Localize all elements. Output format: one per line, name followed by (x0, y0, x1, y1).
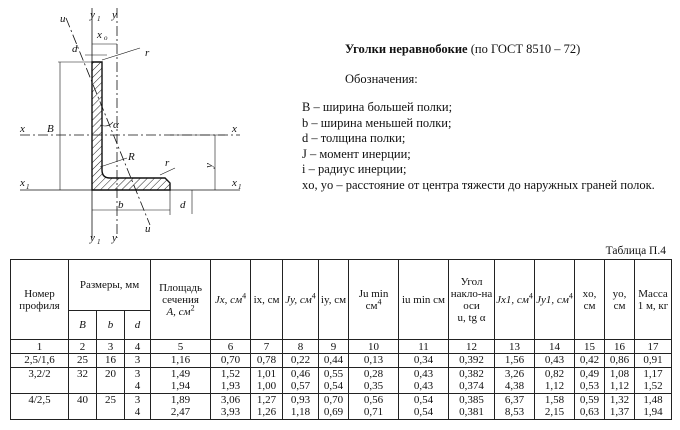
cell-profile (11, 406, 69, 419)
header-y0: yo, см (605, 260, 635, 340)
cell-Jy: 0,22 (283, 354, 319, 368)
label-y1-top: y (90, 9, 95, 21)
cell-Jy: 0,46 (283, 367, 319, 380)
table-row (11, 367, 672, 380)
cell-x0: 0,59 (575, 393, 605, 406)
cell-x0: 0,42 (575, 354, 605, 368)
table-row (11, 380, 672, 393)
cell-Jy: 0,57 (283, 380, 319, 393)
cell-iy: 0,70 (319, 393, 349, 406)
cell-Jx1: 1,56 (495, 354, 535, 368)
label-y-bottom: y (112, 232, 117, 244)
label-r-top: r (145, 47, 150, 59)
label-x0: x (97, 29, 102, 41)
cell-Jy1: 0,43 (535, 354, 575, 368)
cell-d: 4 (125, 380, 151, 393)
legend-title: Обозначения: (345, 72, 418, 86)
cell-iu: 0,43 (399, 367, 449, 380)
header-x0: xo, см (575, 260, 605, 340)
cell-y0: 1,12 (605, 380, 635, 393)
cell-A: 1,49 (151, 367, 211, 380)
cell-m: 1,48 (635, 393, 672, 406)
cell-m: 1,52 (635, 380, 672, 393)
column-number: 2 (69, 340, 97, 354)
cell-m: 1,17 (635, 367, 672, 380)
header-d: d (125, 311, 151, 340)
label-x-left: x (20, 123, 25, 135)
cell-iu: 0,54 (399, 393, 449, 406)
label-r-bottom: r (165, 157, 170, 169)
cell-iy: 0,44 (319, 354, 349, 368)
header-Jx1: Jx1, $см^4$ (495, 260, 535, 340)
cell-b (97, 406, 125, 419)
column-number: 16 (605, 340, 635, 354)
legend-item: B – ширина большей полки; (302, 100, 453, 114)
label-y-top: y (112, 9, 117, 21)
cell-b (97, 380, 125, 393)
cell-m: 0,91 (635, 354, 672, 368)
column-number: 9 (319, 340, 349, 354)
cell-ix: 0,78 (251, 354, 283, 368)
label-u-top: u (60, 13, 66, 25)
cell-A: 1,16 (151, 354, 211, 368)
cell-B: 40 (69, 393, 97, 406)
cell-A: 1,94 (151, 380, 211, 393)
column-number: 15 (575, 340, 605, 354)
angle-profile-diagram (0, 0, 290, 245)
cell-Jy1: 1,58 (535, 393, 575, 406)
cell-Ju: 0,13 (349, 354, 399, 368)
cell-tg: 0,392 (449, 354, 495, 368)
cell-d: 3 (125, 354, 151, 368)
column-number: 12 (449, 340, 495, 354)
cell-tg: 0,374 (449, 380, 495, 393)
cell-Jy1: 1,12 (535, 380, 575, 393)
cell-Jx1: 3,26 (495, 367, 535, 380)
cell-x0: 0,49 (575, 367, 605, 380)
cell-x0: 0,53 (575, 380, 605, 393)
legend-item: xo, yo – расстояние от центра тяжести до наружных граней полок. (302, 177, 655, 192)
svg-text:1: 1 (26, 183, 30, 191)
cell-y0: 1,32 (605, 393, 635, 406)
column-number: 7 (251, 340, 283, 354)
cell-d: 4 (125, 406, 151, 419)
column-number: 13 (495, 340, 535, 354)
column-number: 17 (635, 340, 672, 354)
cell-d: 3 (125, 393, 151, 406)
table-row (11, 354, 672, 368)
cell-y0: 1,08 (605, 367, 635, 380)
header-profile: Номер профиля (11, 260, 69, 340)
cell-y0: 1,37 (605, 406, 635, 419)
cell-m: 1,94 (635, 406, 672, 419)
legend-list (302, 100, 655, 194)
legend-item: J – момент инерции; (302, 146, 411, 161)
column-number: 6 (211, 340, 251, 354)
cell-ix: 1,26 (251, 406, 283, 419)
cell-B (69, 406, 97, 419)
cell-Jx1: 4,38 (495, 380, 535, 393)
cell-iu: 0,34 (399, 354, 449, 368)
table-body (11, 354, 672, 420)
column-number: 8 (283, 340, 319, 354)
cell-B: 32 (69, 367, 97, 380)
cell-Jx: 3,06 (211, 393, 251, 406)
column-number: 5 (151, 340, 211, 354)
header-mass: Масса 1 м, кг (635, 260, 672, 340)
label-R: R (128, 151, 135, 163)
cell-B: 25 (69, 354, 97, 368)
cell-Jx: 1,93 (211, 380, 251, 393)
cell-iu: 0,43 (399, 380, 449, 393)
label-x1-left: x (20, 177, 25, 189)
label-x-right: x (232, 123, 237, 135)
table-row (11, 393, 672, 406)
cell-ix: 1,27 (251, 393, 283, 406)
cell-iy: 0,55 (319, 367, 349, 380)
legend-item: d – толщина полки; (302, 131, 406, 146)
svg-text:1: 1 (238, 183, 242, 191)
column-number: 11 (399, 340, 449, 354)
cell-Jx: 1,52 (211, 367, 251, 380)
cell-Jy: 1,18 (283, 406, 319, 419)
table-caption: Таблица П.4 (605, 245, 666, 257)
cell-Jx: 3,93 (211, 406, 251, 419)
column-number: 4 (125, 340, 151, 354)
cell-Ju: 0,71 (349, 406, 399, 419)
label-d-top: d (72, 43, 78, 55)
cell-x0: 0,63 (575, 406, 605, 419)
label-alpha: α (113, 119, 119, 131)
cell-B (69, 380, 97, 393)
cell-ix: 1,00 (251, 380, 283, 393)
column-number: 1 (11, 340, 69, 354)
cell-profile: 2,5/1,6 (11, 354, 69, 368)
cell-iu: 0,54 (399, 406, 449, 419)
cell-Ju: 0,56 (349, 393, 399, 406)
cell-A: 2,47 (151, 406, 211, 419)
cell-iy: 0,69 (319, 406, 349, 419)
cell-ix: 1,01 (251, 367, 283, 380)
header-Jy1: Jy1, $см^4$ (535, 260, 575, 340)
column-number: 3 (97, 340, 125, 354)
label-y1-bottom: y (90, 232, 95, 244)
svg-text:o: o (104, 34, 108, 42)
cell-iy: 0,54 (319, 380, 349, 393)
label-y0: y (203, 163, 215, 168)
cell-b: 25 (97, 393, 125, 406)
cell-y0: 0,86 (605, 354, 635, 368)
header-area: Площадь сечения A, $см^2$ (151, 260, 211, 340)
cell-tg: 0,385 (449, 393, 495, 406)
cell-Jx1: 8,53 (495, 406, 535, 419)
column-number: 10 (349, 340, 399, 354)
cell-profile (11, 380, 69, 393)
cell-tg: 0,381 (449, 406, 495, 419)
cell-d: 3 (125, 367, 151, 380)
cell-Jy1: 2,15 (535, 406, 575, 419)
profiles-table (10, 259, 672, 420)
cell-profile: 4/2,5 (11, 393, 69, 406)
header-iy: iy, см (319, 260, 349, 340)
cell-Jy: 0,93 (283, 393, 319, 406)
legend-item: i – радиус инерции; (302, 162, 407, 177)
header-angle: Угол накло-на оси u, tg α (449, 260, 495, 340)
header-iu: iu min см (399, 260, 449, 340)
cell-Ju: 0,35 (349, 380, 399, 393)
header-Ju: Ju $\min см^4$ (349, 260, 399, 340)
cell-tg: 0,382 (449, 367, 495, 380)
label-x1-right: x (232, 177, 237, 189)
page-title: Уголки неравнобокие (по ГОСТ 8510 – 72) (345, 42, 581, 56)
svg-text:1: 1 (97, 238, 101, 245)
cell-Ju: 0,28 (349, 367, 399, 380)
legend-item: b – ширина меньшей полки; (302, 115, 452, 130)
label-B: B (47, 123, 54, 135)
column-numbers-row (11, 340, 672, 354)
header-b: b (97, 311, 125, 340)
table-row (11, 406, 672, 419)
column-number: 14 (535, 340, 575, 354)
label-b: b (118, 199, 124, 211)
cell-b: 16 (97, 354, 125, 368)
svg-text:1: 1 (97, 15, 101, 23)
cell-A: 1,89 (151, 393, 211, 406)
header-Jx: Jx, $см^4$ (211, 260, 251, 340)
header-ix: ix, см (251, 260, 283, 340)
cell-b: 20 (97, 367, 125, 380)
header-sizes: Размеры, мм (69, 260, 151, 311)
header-Jy: Jy, $см^4$ (283, 260, 319, 340)
header-B: B (69, 311, 97, 340)
cell-Jx: 0,70 (211, 354, 251, 368)
label-u-bottom: u (145, 223, 151, 235)
label-d-bottom: d (180, 199, 186, 211)
cell-profile: 3,2/2 (11, 367, 69, 380)
cell-Jy1: 0,82 (535, 367, 575, 380)
cell-Jx1: 6,37 (495, 393, 535, 406)
